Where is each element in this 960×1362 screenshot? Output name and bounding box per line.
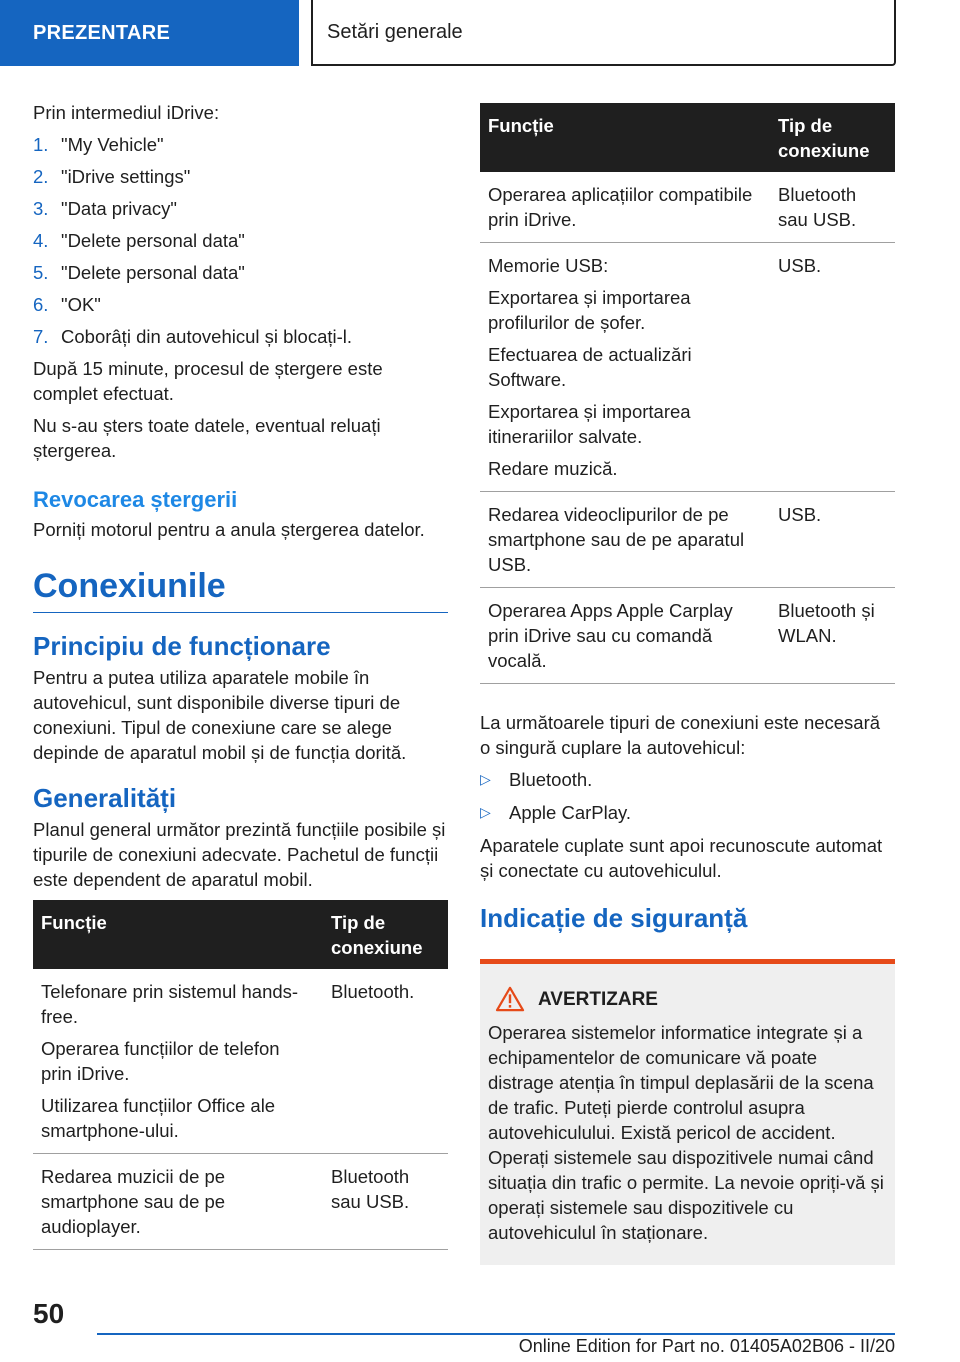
- safety-heading: Indicație de siguranță: [480, 903, 748, 933]
- cell-text: Efectuarea de actualizări Software.: [488, 344, 692, 390]
- cell-text: Redarea muzicii de pe smartphone sau de pe audioplayer.: [41, 1166, 226, 1237]
- connection-bullets: [480, 767, 895, 825]
- cell-text: Exportarea și importarea itinerariilor salvate.: [488, 401, 691, 447]
- cell-type: USB.: [770, 492, 895, 588]
- auto-connect-text: Aparatele cuplate sunt apoi recunoscute automat și conectate cu autovehiculul.: [480, 835, 883, 881]
- warning-text: Operarea sistemelor informatice integrate și a echipamentelor de comunicare vă poate distrage atenția în timpul deplasării de la scena de trafic. Puteți pierde controlul asupra autovehiculului. Există pericol de accident. Operați sistemele sau dispozitivele numai când situația din trafic o permite. La nevoie opriți-vă și operați sistemele sau dispozitivele cu autovehiculul în staționare.: [488, 1022, 884, 1243]
- triangle-bullet-icon: ▷: [480, 771, 491, 787]
- cell-function: [33, 969, 323, 1154]
- step-number: 2.: [33, 166, 49, 187]
- page-header: [0, 0, 960, 66]
- step-text: "Delete personal data": [61, 230, 245, 251]
- step-number: 1.: [33, 134, 49, 155]
- revoke-text: Porniți motorul pentru a anula ștergerea datelor.: [33, 519, 425, 540]
- cell-type: Bluetooth și WLAN.: [770, 588, 895, 684]
- step-text: "My Vehicle": [61, 134, 164, 155]
- revoke-heading: Revocarea ștergerii: [33, 487, 238, 512]
- principle-text: Pentru a putea utiliza aparatele mobile în autovehicul, sunt disponibile diverse tipuri de conexiuni. Tipul de conexiune care se alege depinde de aparatul mobil și de funcția dorită.: [33, 667, 407, 763]
- list-item: [33, 196, 448, 221]
- list-item: [33, 228, 448, 253]
- cell-type: USB.: [770, 243, 895, 492]
- list-item: [33, 260, 448, 285]
- cell-text: Memorie USB:: [488, 255, 609, 276]
- bullet-text: Apple CarPlay.: [509, 802, 632, 823]
- cell-type: Bluetooth.: [323, 969, 448, 1154]
- bullet-text: Bluetooth.: [509, 769, 593, 790]
- column-header-function: Funcție: [480, 103, 770, 172]
- cell-function: [480, 243, 770, 492]
- cell-text: Operarea aplicațiilor compatibile prin iDrive.: [488, 184, 753, 230]
- table-row: [480, 243, 895, 492]
- table-row: [480, 588, 895, 684]
- table-row: [33, 1154, 448, 1250]
- table-row: [480, 172, 895, 243]
- cell-text: Exportarea și importarea profilurilor de șofer.: [488, 287, 691, 333]
- principle-heading: Principiu de funcționare: [33, 631, 331, 661]
- cell-text: Operarea funcțiilor de telefon prin iDrive.: [41, 1038, 280, 1084]
- warning-header: [488, 986, 887, 1012]
- page-number: 50: [33, 1298, 65, 1329]
- page-title: Setări generale: [311, 0, 896, 66]
- list-item: [33, 324, 448, 349]
- list-item: [33, 132, 448, 157]
- section-tab: PREZENTARE: [0, 0, 299, 66]
- list-item: [480, 767, 895, 792]
- cell-text: Telefonare prin sistemul hands-free.: [41, 981, 299, 1027]
- cell-function: [480, 492, 770, 588]
- step-text: "iDrive settings": [61, 166, 191, 187]
- right-column: [480, 103, 895, 1265]
- table-header-row: [480, 103, 895, 172]
- retry-text: Nu s-au șters toate datele, eventual reluați ștergerea.: [33, 415, 381, 461]
- step-number: 5.: [33, 262, 49, 283]
- completion-text: După 15 minute, procesul de ștergere este complet efectuat.: [33, 358, 383, 404]
- step-number: 4.: [33, 230, 49, 251]
- cell-function: [33, 1154, 323, 1250]
- column-header-function: Funcție: [33, 900, 323, 969]
- connections-table-left: [33, 900, 448, 1250]
- cell-text: Redarea videoclipurilor de pe smartphone sau de pe aparatul USB.: [488, 504, 745, 575]
- cell-text: Operarea Apps Apple Carplay prin iDrive sau cu comandă vocală.: [488, 600, 733, 671]
- intro-text: Prin intermediul iDrive:: [33, 102, 220, 123]
- steps-list: [33, 132, 448, 349]
- warning-label: AVERTIZARE: [538, 988, 658, 1010]
- cell-function: [480, 172, 770, 243]
- cell-type: Bluetooth sau USB.: [323, 1154, 448, 1250]
- cell-text: Redare muzică.: [488, 458, 618, 479]
- general-text: Planul general următor prezintă funcțiile posibile și tipurile de conexiuni adecvate. Pachetul de funcții este dependent de aparatul mobil.: [33, 819, 446, 890]
- list-item: [33, 292, 448, 317]
- connections-table-right: [480, 103, 895, 684]
- footer-edition: Online Edition for Part no. 01405A02B06 - II/20: [518, 1336, 895, 1356]
- general-heading: Generalități: [33, 783, 177, 813]
- table-row: [33, 969, 448, 1154]
- chapter-heading: Conexiunile: [33, 564, 448, 613]
- cell-type: Bluetooth sau USB.: [770, 172, 895, 243]
- table-header-row: [33, 900, 448, 969]
- list-item: [480, 800, 895, 825]
- step-number: 7.: [33, 326, 49, 347]
- table-row: [480, 492, 895, 588]
- warning-triangle-icon: [494, 986, 526, 1012]
- step-text: "OK": [61, 294, 101, 315]
- list-item: [33, 164, 448, 189]
- column-header-type: Tip de conexiune: [770, 103, 895, 172]
- column-header-type: Tip de conexiune: [323, 900, 448, 969]
- warning-box: [480, 959, 895, 1265]
- cell-function: [480, 588, 770, 684]
- step-text: "Delete personal data": [61, 262, 245, 283]
- left-column: [33, 100, 448, 1250]
- pairing-text: La următoarele tipuri de conexiuni este necesară o singură cuplare la autovehicul:: [480, 712, 881, 758]
- cell-text: Utilizarea funcțiilor Office ale smartphone-ului.: [41, 1095, 276, 1141]
- step-number: 6.: [33, 294, 49, 315]
- triangle-bullet-icon: ▷: [480, 804, 491, 820]
- step-number: 3.: [33, 198, 49, 219]
- step-text: "Data privacy": [61, 198, 177, 219]
- step-text: Coborâți din autovehicul și blocați-l.: [61, 326, 353, 347]
- footer-divider: [97, 1333, 895, 1335]
